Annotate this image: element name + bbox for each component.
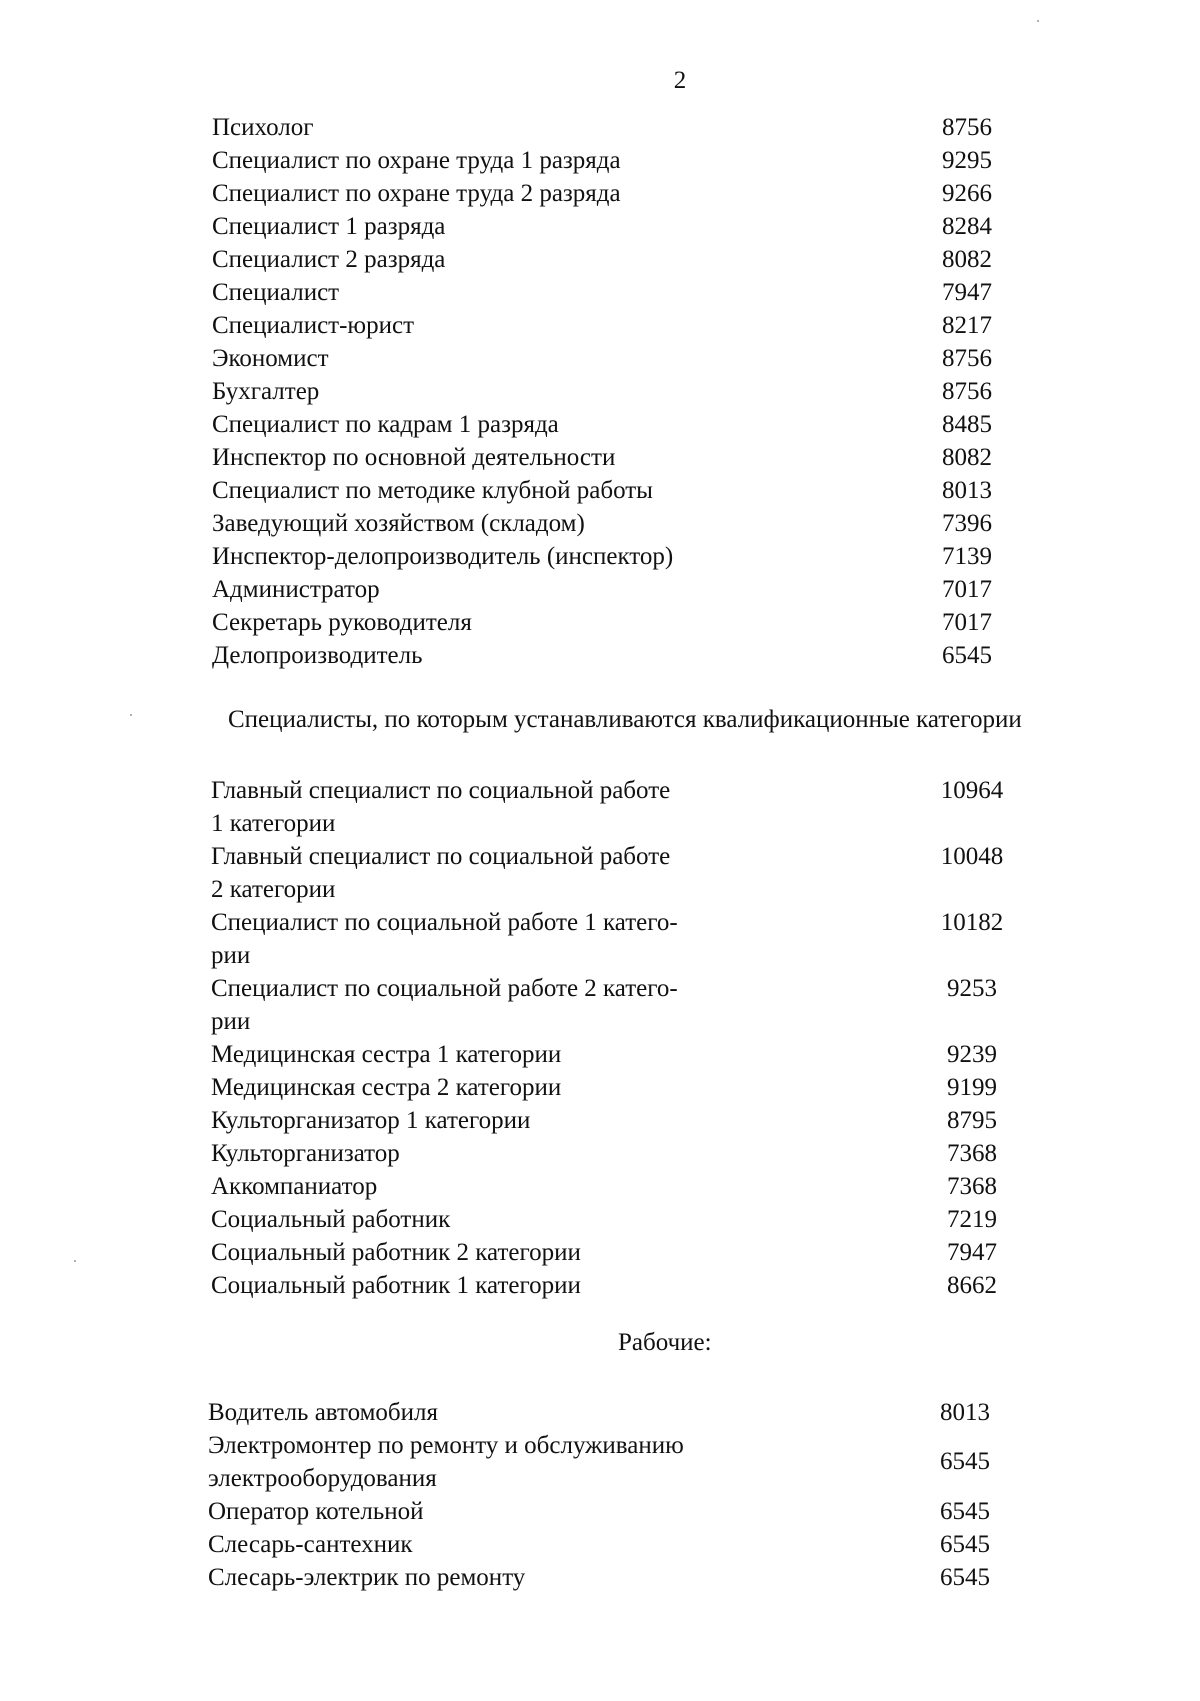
table-row bbox=[0, 1495, 1200, 1528]
table-row bbox=[0, 1038, 1200, 1071]
page-number: 2 bbox=[673, 67, 687, 94]
salary-value: 8013 bbox=[942, 477, 992, 504]
workers-list bbox=[0, 1396, 1200, 1594]
salary-value: 9253 bbox=[947, 975, 997, 1002]
position-label: Специалист по социальной работе 2 катего- рии bbox=[211, 975, 678, 1035]
table-row bbox=[0, 1203, 1200, 1236]
table-row bbox=[0, 507, 1200, 540]
table-row bbox=[0, 972, 1200, 1038]
section-heading-workers: Рабочие: bbox=[618, 1329, 712, 1356]
table-row bbox=[0, 540, 1200, 573]
table-row bbox=[0, 1528, 1200, 1561]
salary-value: 9295 bbox=[942, 147, 992, 174]
salary-value: 7219 bbox=[947, 1206, 997, 1233]
position-label: Делопроизводитель bbox=[212, 642, 423, 669]
position-label: Главный специалист по социальной работе 2 категории bbox=[211, 843, 671, 903]
salary-value: 6545 bbox=[940, 1531, 990, 1558]
table-row bbox=[0, 375, 1200, 408]
salary-value: 9239 bbox=[947, 1041, 997, 1068]
table-row bbox=[0, 177, 1200, 210]
table-row bbox=[0, 639, 1200, 672]
table-row bbox=[0, 243, 1200, 276]
salary-value: 10048 bbox=[940, 843, 1004, 870]
position-label: Специалист по кадрам 1 разряда bbox=[212, 411, 559, 438]
position-label: Культорганизатор 1 категории bbox=[211, 1107, 531, 1134]
table-row bbox=[0, 1071, 1200, 1104]
position-label: Культорганизатор bbox=[211, 1140, 400, 1167]
salary-value: 10964 bbox=[940, 777, 1004, 804]
position-label: Специалист по социальной работе 1 катего- рии bbox=[211, 909, 678, 969]
position-label: Медицинская сестра 1 категории bbox=[211, 1041, 562, 1068]
position-label: Слесарь-сантехник bbox=[208, 1531, 413, 1558]
salary-value: 8756 bbox=[942, 378, 992, 405]
salary-value: 8662 bbox=[947, 1272, 997, 1299]
position-label: Специалист 2 разряда bbox=[212, 246, 446, 273]
table-row bbox=[0, 1429, 1200, 1495]
salary-value: 7017 bbox=[942, 576, 992, 603]
salary-value: 8284 bbox=[942, 213, 992, 240]
position-label: Специалист bbox=[212, 279, 340, 306]
salary-value: 10182 bbox=[940, 909, 1004, 936]
position-label: Специалист-юрист bbox=[212, 312, 415, 339]
scan-speck bbox=[1037, 20, 1039, 22]
position-label: Психолог bbox=[212, 114, 314, 141]
position-label: Инспектор-делопроизводитель (инспектор) bbox=[212, 543, 674, 570]
position-label: Администратор bbox=[212, 576, 380, 603]
table-row bbox=[0, 210, 1200, 243]
table-row bbox=[0, 144, 1200, 177]
position-label: Медицинская сестра 2 категории bbox=[211, 1074, 562, 1101]
table-row bbox=[0, 1170, 1200, 1203]
table-row bbox=[0, 1104, 1200, 1137]
salary-value: 8082 bbox=[942, 444, 992, 471]
salary-value: 8795 bbox=[947, 1107, 997, 1134]
salary-value: 9199 bbox=[947, 1074, 997, 1101]
salary-value: 9266 bbox=[942, 180, 992, 207]
position-label: Бухгалтер bbox=[212, 378, 320, 405]
position-label: Экономист bbox=[212, 345, 329, 372]
table-row bbox=[0, 474, 1200, 507]
salary-value: 8217 bbox=[942, 312, 992, 339]
position-label: Инспектор по основной деятельности bbox=[212, 444, 616, 471]
position-label: Социальный работник bbox=[211, 1206, 451, 1233]
position-label: Специалист по охране труда 2 разряда bbox=[212, 180, 621, 207]
table-row bbox=[0, 408, 1200, 441]
table-row bbox=[0, 1269, 1200, 1302]
table-row bbox=[0, 1236, 1200, 1269]
salary-value: 6545 bbox=[940, 1564, 990, 1591]
salary-value: 8013 bbox=[940, 1399, 990, 1426]
salary-value: 8756 bbox=[942, 345, 992, 372]
position-label: Специалист по охране труда 1 разряда bbox=[212, 147, 621, 174]
scan-speck bbox=[130, 714, 132, 716]
table-row bbox=[0, 276, 1200, 309]
salary-value: 7947 bbox=[942, 279, 992, 306]
table-row bbox=[0, 774, 1200, 840]
salary-value: 7017 bbox=[942, 609, 992, 636]
salary-value: 7139 bbox=[942, 543, 992, 570]
salary-value: 8082 bbox=[942, 246, 992, 273]
position-label: Специалист 1 разряда bbox=[212, 213, 446, 240]
table-row bbox=[0, 840, 1200, 906]
salary-value: 6545 bbox=[940, 1448, 990, 1475]
position-label: Аккомпаниатор bbox=[211, 1173, 378, 1200]
salary-value: 7947 bbox=[947, 1239, 997, 1266]
salary-value: 6545 bbox=[942, 642, 992, 669]
salary-value: 7368 bbox=[947, 1140, 997, 1167]
position-label: Оператор котельной bbox=[208, 1498, 424, 1525]
position-label: Слесарь-электрик по ремонту bbox=[208, 1564, 526, 1591]
position-label: Заведующий хозяйством (складом) bbox=[212, 510, 585, 537]
position-label: Главный специалист по социальной работе 1 категории bbox=[211, 777, 671, 837]
position-label: Секретарь руководителя bbox=[212, 609, 472, 636]
general-positions-list bbox=[0, 111, 1200, 672]
position-label: Социальный работник 1 категории bbox=[211, 1272, 581, 1299]
salary-value: 7368 bbox=[947, 1173, 997, 1200]
table-row bbox=[0, 111, 1200, 144]
table-row bbox=[0, 906, 1200, 972]
table-row bbox=[0, 342, 1200, 375]
position-label: Электромонтер по ремонту и обслуживанию электрооборудования bbox=[208, 1432, 684, 1492]
position-label: Специалист по методике клубной работы bbox=[212, 477, 653, 504]
scan-speck bbox=[74, 1260, 76, 1262]
qualified-specialists-list bbox=[0, 774, 1200, 1302]
salary-value: 8756 bbox=[942, 114, 992, 141]
table-row bbox=[0, 1561, 1200, 1594]
salary-value: 7396 bbox=[942, 510, 992, 537]
salary-value: 8485 bbox=[942, 411, 992, 438]
position-label: Водитель автомобиля bbox=[208, 1399, 438, 1426]
table-row bbox=[0, 1396, 1200, 1429]
salary-value: 6545 bbox=[940, 1498, 990, 1525]
table-row bbox=[0, 1137, 1200, 1170]
table-row bbox=[0, 309, 1200, 342]
table-row bbox=[0, 441, 1200, 474]
table-row bbox=[0, 573, 1200, 606]
table-row bbox=[0, 606, 1200, 639]
position-label: Социальный работник 2 категории bbox=[211, 1239, 581, 1266]
section-heading-qualified: Специалисты, по которым устанавливаются квалификационные категории bbox=[228, 706, 1022, 733]
